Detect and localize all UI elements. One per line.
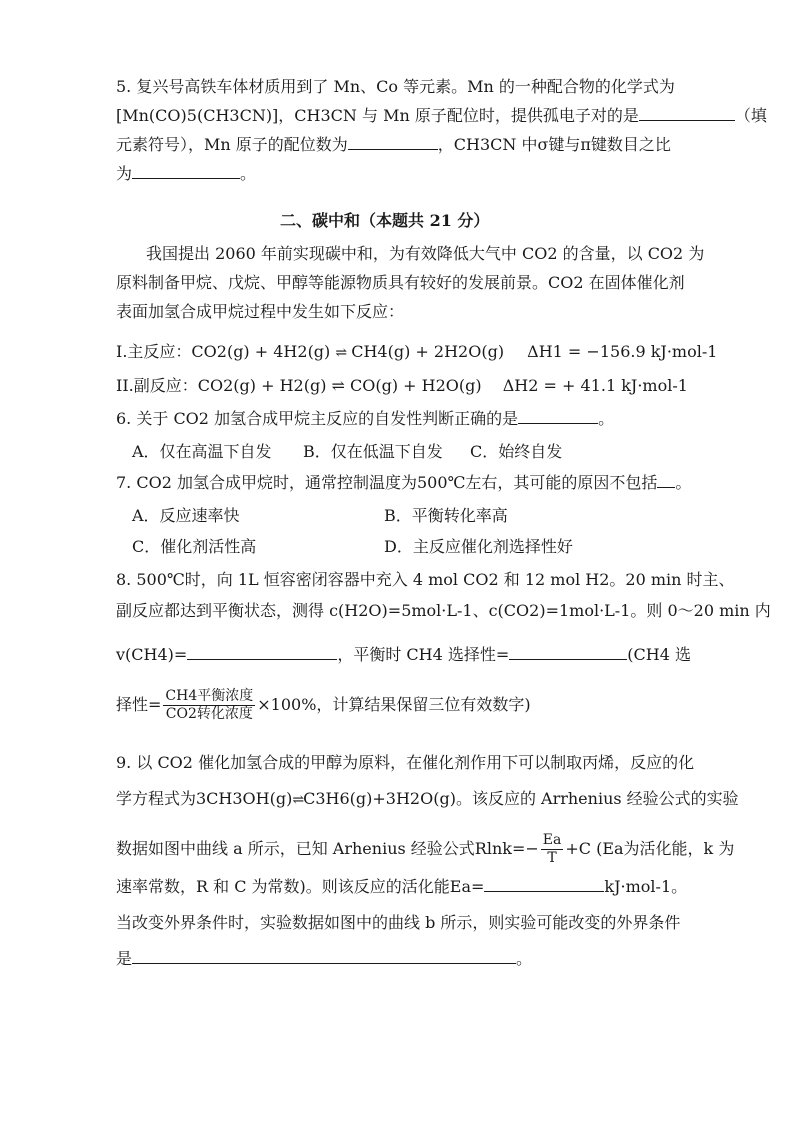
q7-option-c: C．催化剂活性高 [132, 537, 257, 556]
q5-line-2: [Mn(CO)5(CH3CN)]，CH3CN 与 Mn 原子配位时，提供孤电子对的是 （填 [116, 106, 767, 125]
q7-answer-blank[interactable] [657, 473, 675, 488]
section-intro-3: 表面加氢合成甲烷过程中发生如下反应： [116, 302, 405, 321]
equilibrium-arrow-icon: ⇌ [335, 345, 347, 361]
q5-line-1: 5. 复兴号高铁车体材质用到了 Mn、Co 等元素。Mn 的一种配合物的化学式为 [116, 77, 675, 96]
q9-line-6: 是 。 [116, 949, 533, 968]
q5-blank-donor-atom[interactable] [639, 106, 735, 121]
q5-blank-coordination-number[interactable] [348, 135, 438, 150]
q8-line-4: 择性= $\frac{\text{CH4平衡浓度}}{\text{CO2转化浓度}}$ ×100%，计算结果保留三位有效数字) [116, 688, 531, 722]
q8-line-1: 8. 500℃时，向 1L 恒容密闭容器中充入 4 mol CO2 和 12 mol H2。20 min 时主、 [116, 570, 735, 589]
q8-blank-rate[interactable] [187, 645, 337, 660]
q9-line-2: 学方程式为3CH3OH(g)⇌C3H6(g)+3H2O(g)。该反应的 Arrhenius 经验公式的实验 [116, 788, 739, 811]
q7-stem: 7. CO2 加氢合成甲烷时，通常控制温度为500℃左右，其可能的原因不包括 。 [116, 473, 692, 492]
q9-arrhenius-fraction: $\frac{Ea}{T}$ [542, 832, 562, 866]
q6-option-c: C．始终自发 [470, 442, 563, 461]
q6-answer-blank[interactable] [518, 409, 598, 424]
q9-blank-condition[interactable] [132, 949, 516, 964]
q9-line-5: 当改变外界条件时，实验数据如图中的曲线 b 所示，则实验可能改变的外界条件 [116, 913, 681, 932]
q9-blank-activation-energy[interactable] [484, 877, 604, 892]
q8-blank-selectivity[interactable] [509, 645, 627, 660]
q8-line-2: 副反应都达到平衡状态，测得 c(H2O)=5mol·L-1、c(CO2)=1mol·L-1。则 0～20 min 内 [116, 601, 771, 620]
q7-option-a: A．反应速率快 [132, 506, 240, 525]
q8-selectivity-fraction: $\frac{\text{CH4平衡浓度}}{\text{CO2转化浓度}}$ [165, 688, 254, 722]
reaction-main: I.主反应：CO2(g) + 4H2(g) ⇌ CH4(g) + 2H2O(g) ΔH1 = −156.9 kJ·mol-1 [116, 341, 717, 364]
q5-line-3: 元素符号），Mn 原子的配位数为 ，CH3CN 中σ键与π键数目之比 [116, 135, 671, 154]
section-title: 二、碳中和（本题共 21 分） [280, 211, 490, 230]
q7-option-b: B．平衡转化率高 [384, 506, 508, 525]
reaction-side: II.副反应：CO2(g) + H2(g) ⇌ CO(g) + H2O(g) ΔH2 = + 41.1 kJ·mol-1 [116, 376, 688, 395]
q5-line-4: 为 。 [116, 164, 257, 183]
equilibrium-arrow-icon: ⇌ [292, 792, 304, 808]
q9-line-1: 9. 以 CO2 催化加氢合成的甲醇为原料，在催化剂作用下可以制取丙烯，反应的化 [116, 753, 695, 772]
q9-line-4: 速率常数，R 和 C 为常数)。则该反应的活化能Ea= kJ·mol-1。 [116, 877, 688, 896]
q6-stem: 6. 关于 CO2 加氢合成甲烷主反应的自发性判断正确的是 。 [116, 409, 615, 428]
section-intro-2: 原料制备甲烷、戊烷、甲醇等能源物质具有较好的发展前景。CO2 在固体催化剂 [116, 273, 685, 292]
q5-blank-bond-ratio[interactable] [132, 164, 240, 179]
q9-line-3: 数据如图中曲线 a 所示，已知 Arhenius 经验公式Rlnk=− $\frac{Ea}{T}$ +C (Ea为活化能，k 为 [116, 832, 735, 866]
q8-line-3: v(CH4)= ，平衡时 CH4 选择性= (CH4 选 [116, 645, 691, 664]
section-intro-1: 我国提出 2060 年前实现碳中和，为有效降低大气中 CO2 的含量，以 CO2 为 [146, 244, 705, 263]
q7-option-d: D．主反应催化剂选择性好 [384, 537, 573, 556]
q6-option-b: B．仅在低温下自发 [303, 442, 443, 461]
q6-option-a: A．仅在高温下自发 [132, 442, 272, 461]
